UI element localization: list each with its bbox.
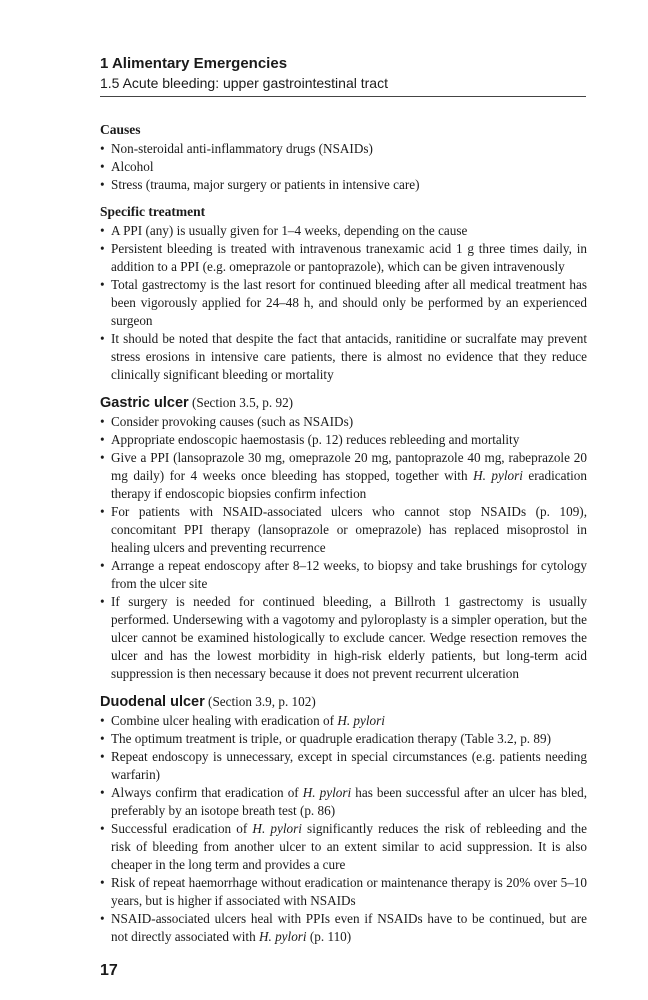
gastric-ulcer-section <box>100 393 587 683</box>
gastric-ulcer-title: Gastric ulcer <box>100 395 189 411</box>
specific-treatment-section <box>100 203 587 384</box>
causes-section <box>100 121 587 194</box>
list-item: • Risk of repeat haemorrhage without eradication or maintenance therapy is 20% over 5–10 years, but is higher if associated with NSAIDs <box>100 874 587 910</box>
list-item: • Combine ulcer healing with eradication of H. pylori <box>100 712 587 730</box>
list-item: • Total gastrectomy is the last resort for continued bleeding after all medical treatment has been vigorously applied for 24–48 h, and should only be performed by an experienced surgeon <box>100 276 587 330</box>
list-item: • Consider provoking causes (such as NSAIDs) <box>100 413 587 431</box>
page-number: 17 <box>100 962 118 979</box>
list-item: • Always confirm that eradication of H. pylori has been successful after an ulcer has bled, preferably by an isotope breath test (p. 86) <box>100 784 587 820</box>
list-item: • NSAID-associated ulcers heal with PPIs even if NSAIDs have to be continued, but are not directly associated with H. pylori (p. 110) <box>100 910 587 946</box>
list-item: • Give a PPI (lansoprazole 30 mg, omeprazole 20 mg, pantoprazole 40 mg, rabeprazole 20 mg daily) for 4 weeks once bleeding has stopped, together with H. pylori eradication therapy if endoscopic biopsies confirm infection <box>100 449 587 503</box>
causes-list <box>100 140 587 194</box>
duodenal-ulcer-title: Duodenal ulcer <box>100 694 205 710</box>
list-item: • Successful eradication of H. pylori significantly reduces the risk of rebleeding and the risk of bleeding from another ulcer to an extent similar to acid suppression. It is also cheaper in the long term and provides a cure <box>100 820 587 874</box>
list-item: • Non-steroidal anti-inflammatory drugs (NSAIDs) <box>100 140 587 158</box>
gastric-ulcer-list <box>100 413 587 683</box>
gastric-ulcer-reference: (Section 3.5, p. 92) <box>191 395 294 410</box>
list-item: • It should be noted that despite the fact that antacids, ranitidine or sucralfate may prevent stress erosions in intensive care patients, there is almost no evidence that they reduce clinically significant bleeding or mortality <box>100 330 587 384</box>
list-item: • Arrange a repeat endoscopy after 8–12 weeks, to biopsy and take brushings for cytology from the ulcer site <box>100 557 587 593</box>
specific-treatment-list <box>100 222 587 384</box>
list-item: • Repeat endoscopy is unnecessary, except in special circumstances (e.g. patients needing warfarin) <box>100 748 587 784</box>
page-content <box>100 120 587 955</box>
specific-treatment-heading: Specific treatment <box>100 204 206 219</box>
list-item: • A PPI (any) is usually given for 1–4 weeks, depending on the cause <box>100 222 587 240</box>
list-item: • Stress (trauma, major surgery or patients in intensive care) <box>100 176 587 194</box>
list-item: • The optimum treatment is triple, or quadruple eradication therapy (Table 3.2, p. 89) <box>100 730 587 748</box>
chapter-title: 1 Alimentary Emergencies <box>100 55 288 72</box>
list-item: • Alcohol <box>100 158 587 176</box>
list-item: • If surgery is needed for continued bleeding, a Billroth 1 gastrectomy is usually performed. Undersewing with a vagotomy and pyloroplasty is a simpler operation, but the ulcer cannot be examined histologically to exclude cancer. Wedge resection removes the ulcer and has the lowest morbidity in high-risk elderly patients, but long-term acid suppression is then necessary because it does not prevent recurrent ulceration <box>100 593 587 683</box>
duodenal-ulcer-list <box>100 712 587 946</box>
list-item: • Appropriate endoscopic haemostasis (p. 12) reduces rebleeding and mortality <box>100 431 587 449</box>
causes-heading: Causes <box>100 122 141 137</box>
section-title: 1.5 Acute bleeding: upper gastrointestinal tract <box>100 75 388 91</box>
duodenal-ulcer-reference: (Section 3.9, p. 102) <box>208 694 316 709</box>
duodenal-ulcer-section <box>100 692 587 946</box>
duodenal-ulcer-heading <box>100 692 587 712</box>
gastric-ulcer-heading <box>100 393 587 413</box>
list-item: • For patients with NSAID-associated ulcers who cannot stop NSAIDs (p. 109), concomitant PPI therapy (lansoprazole or omeprazole) has replaced misoprostol in healing ulcers and preventing recurrence <box>100 503 587 557</box>
running-header <box>100 54 586 97</box>
list-item: • Persistent bleeding is treated with intravenous tranexamic acid 1 g three times daily, in addition to a PPI (e.g. omeprazole or pantoprazole), which can be given intravenously <box>100 240 587 276</box>
